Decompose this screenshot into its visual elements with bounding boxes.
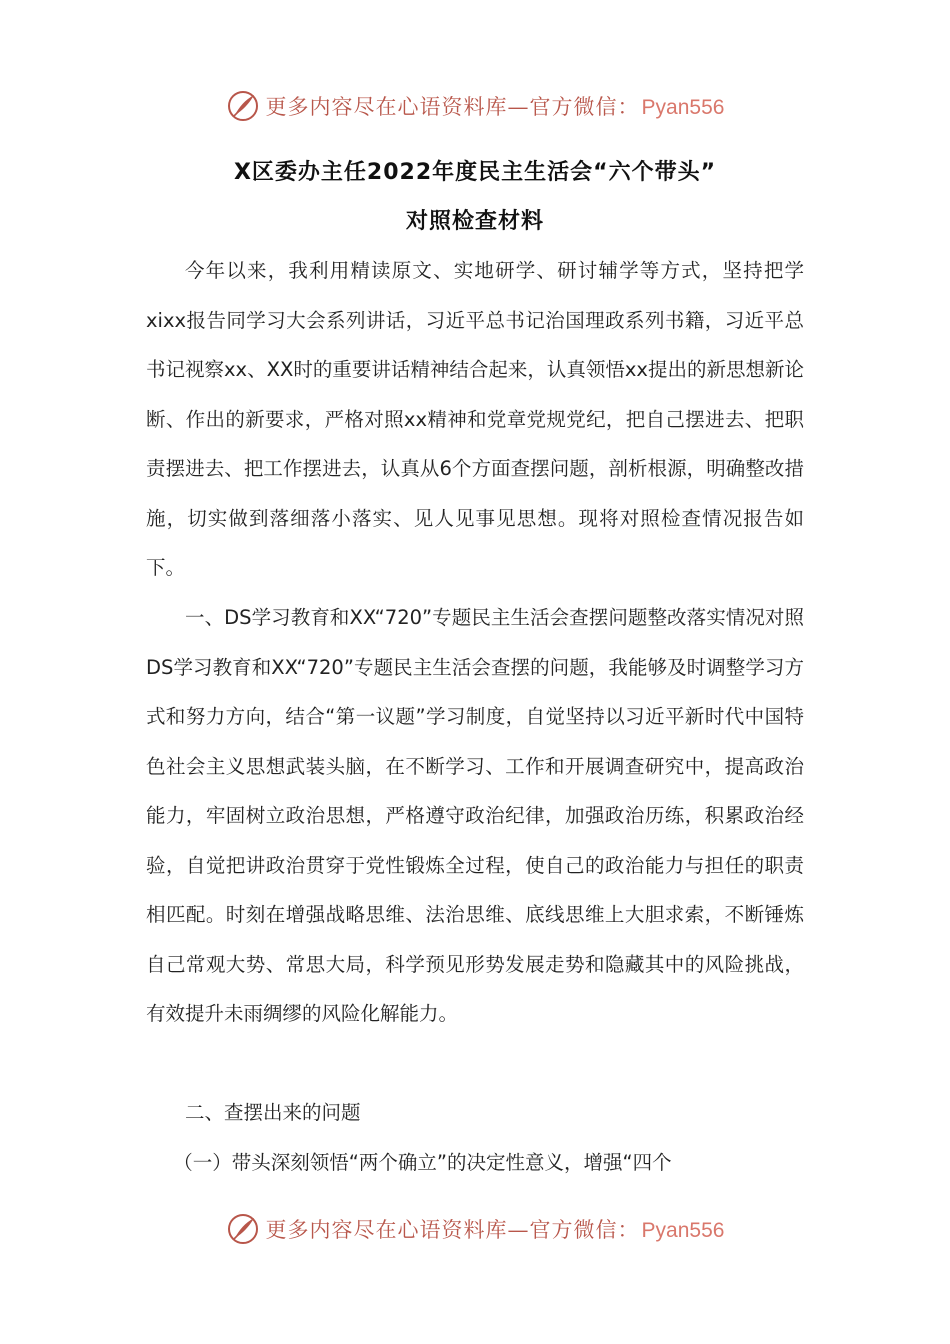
- watermark-header: [0, 84, 950, 128]
- watermark-wechat-id: Pyan556: [641, 96, 725, 119]
- document-subtitle: 对照检查材料: [405, 209, 544, 234]
- document-title: X区委办主任2022年度民主生活会“六个带头”: [233, 160, 717, 185]
- section-one-paragraph: 一、DS学习教育和XX“720”专题民主生活会查摆问题整改落实情况对照DS学习教育和XX“720”专题民主生活会查摆的问题，我能够及时调整学习方式和努力方向，结合“第一议题”学习制度，自觉坚持以习近平新时代中国特色社会主义思想武装头脑，在不断学习、工作和开展调查研究中，提高政治能力，牢固树立政治思想，严格遵守政治纪律，加强政治历练，积累政治经验，自觉把讲政治贯穿于党性锻炼全过程，使自己的政治能力与担任的职责相匹配。时刻在增强战略思维、法治思维、底线思维上大胆求索，不断锤炼自己常观大势、常思大局，科学预见形势发展走势和隐藏其中的风险挑战，有效提升未雨绸缪的风险化解能力。: [146, 606, 804, 1025]
- quill-logo-icon: [226, 89, 260, 123]
- watermark-footer: [0, 1207, 950, 1251]
- watermark-text: 更多内容尽在心语资料库—官方微信：Pyan556: [265, 95, 725, 119]
- watermark-wechat-id: Pyan556: [641, 1219, 725, 1242]
- intro-paragraph: 今年以来，我利用精读原文、实地研学、研讨辅学等方式，坚持把学xixx报告同学习大会系列讲话，习近平总书记治国理政系列书籍，习近平总书记视察xx、XX时的重要讲话精神结合起来，认真领悟xx提出的新思想新论断、作出的新要求，严格对照xx精神和党章党规党纪，把自己摆进去、把职责摆进去、把工作摆进去，认真从6个方面查摆问题，剖析根源，明确整改措施，切实做到落细落小落实、见人见事见思想。现将对照检查情况报告如下。: [146, 259, 804, 579]
- quill-logo-icon: [226, 1212, 260, 1246]
- watermark-text: 更多内容尽在心语资料库—官方微信：Pyan556: [265, 1218, 725, 1242]
- section-two-heading: 二、查摆出来的问题: [185, 1101, 361, 1124]
- subsection-one-paragraph: （一）带头深刻领悟“两个确立”的决定性意义，增强“四个: [173, 1151, 672, 1174]
